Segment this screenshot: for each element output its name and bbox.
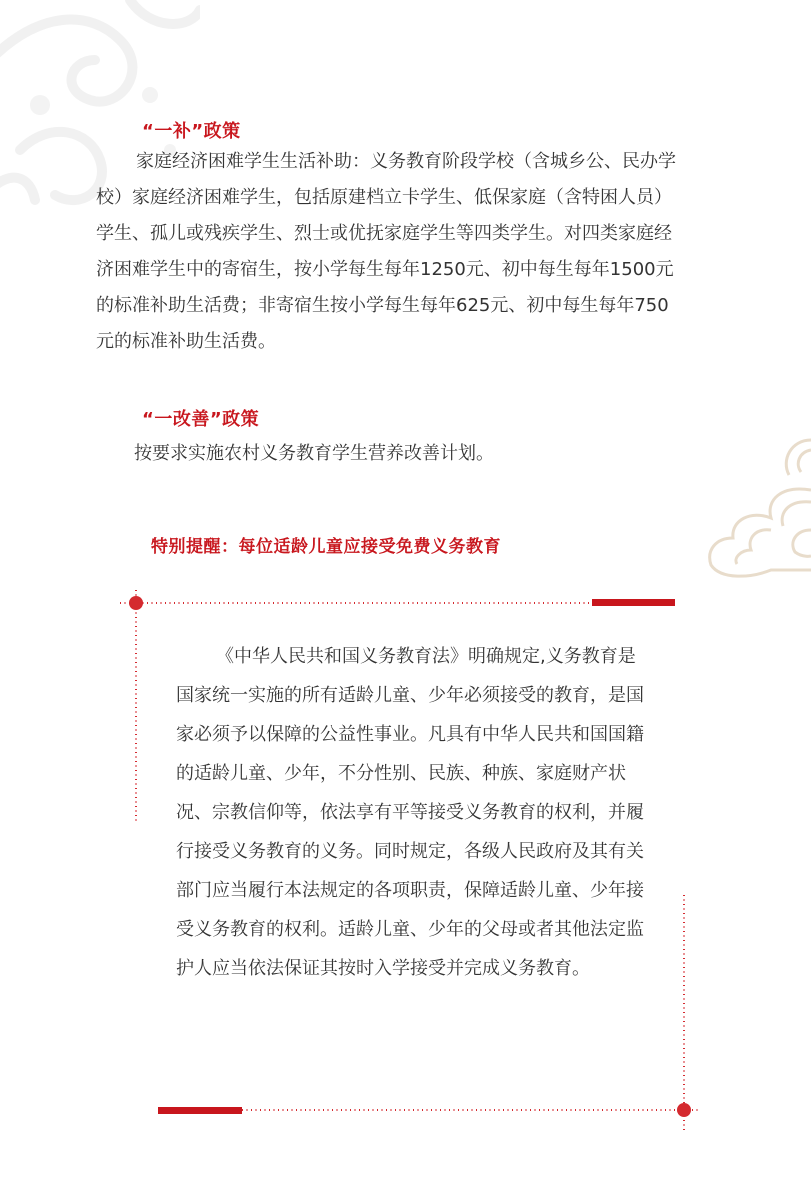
frame-bar-top bbox=[592, 599, 675, 606]
frame-dot-top-left bbox=[129, 596, 143, 610]
section-heading-yibu: “一补”政策 bbox=[142, 121, 241, 142]
law-quote-body: 《中华人民共和国义务教育法》明确规定,义务教育是国家统一实施的所有适龄儿童、少年必须接受的教育，是国家必须予以保障的公益性事业。凡具有中华人民共和国国籍的适龄儿童、少年，不分性别、民族、种族、家庭财产状况、宗教信仰等，依法享有平等接受义务教育的权利，并履行接受义务教育的义务。同时规定，各级人民政府及其有关部门应当履行本法规定的各项职责，保障适龄儿童、少年接受义务教育的权利。适龄儿童、少年的父母或者其他法定监护人应当依法保证其按时入学接受并完成义务教育。 bbox=[176, 646, 644, 979]
section-body-yigaishan: 按要求实施农村义务教育学生营养改善计划。 bbox=[134, 443, 494, 464]
frame-bar-bottom bbox=[158, 1107, 242, 1114]
reminder-heading: 特别提醒：每位适龄儿童应接受免费义务教育 bbox=[151, 537, 501, 557]
section-heading-yigaishan: “一改善”政策 bbox=[142, 409, 260, 430]
section-body-yibu: 家庭经济困难学生生活补助：义务教育阶段学校（含城乡公、民办学校）家庭经济困难学生，包括原建档立卡学生、低保家庭（含特困人员）学生、孤儿或残疾学生、烈士或优抚家庭学生等四类学生。对四类家庭经济困难学生中的寄宿生，按小学每生每年1250元、初中每生每年1500元的标准补助生活费；非寄宿生按小学每生每年625元、初中每生每年750元的标准补助生活费。 bbox=[96, 151, 676, 352]
frame-dot-bottom-right bbox=[677, 1103, 691, 1117]
